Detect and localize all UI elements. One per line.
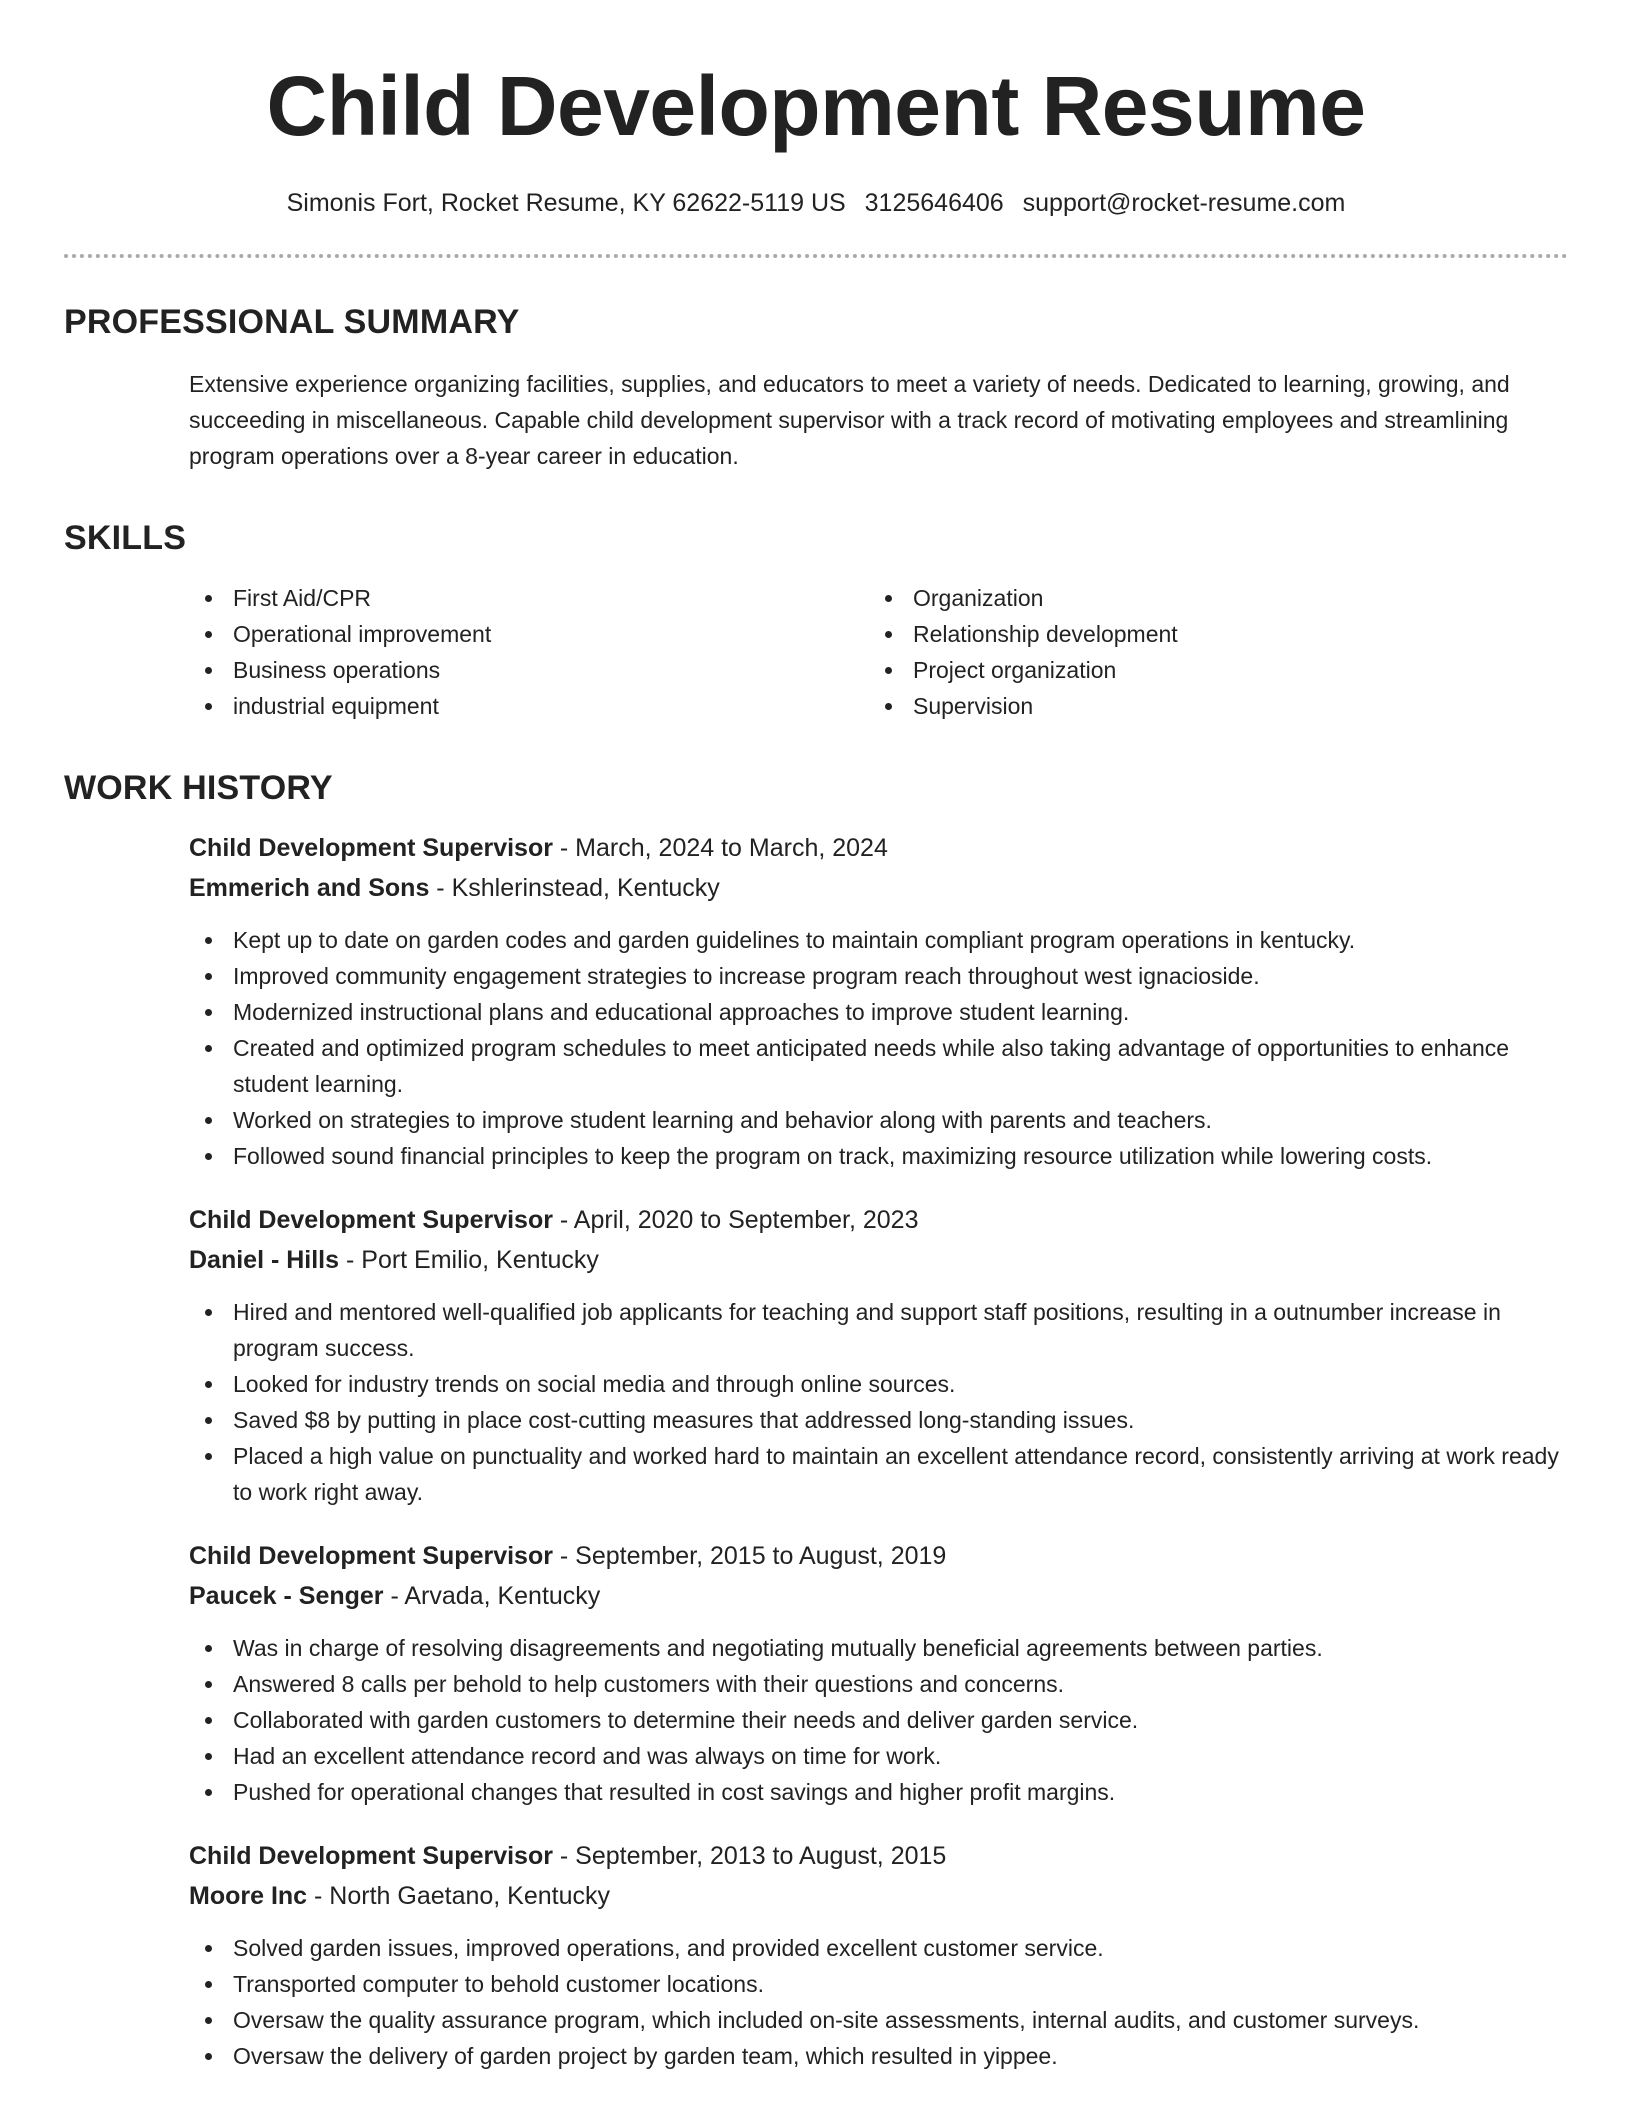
job-company-line	[189, 1876, 1568, 1916]
job-bullets	[189, 1930, 1568, 2074]
job-title-line	[189, 1836, 1568, 1876]
job-bullet: Hired and mentored well-qualified job applicants for teaching and support staff positions, resulting in a outnumber increase in program success.	[189, 1294, 1568, 1366]
header-divider	[64, 254, 1568, 258]
skills-list	[64, 580, 1568, 724]
job-location: - Port Emilio, Kentucky	[339, 1246, 599, 1274]
job-company-line	[189, 1576, 1568, 1616]
job-bullet: Oversaw the delivery of garden project by garden team, which resulted in yippee.	[189, 2038, 1568, 2074]
job-bullet: Solved garden issues, improved operations, and provided excellent customer service.	[189, 1930, 1568, 1966]
job-bullet: Modernized instructional plans and educational approaches to improve student learning.	[189, 994, 1568, 1030]
job-entry	[189, 1536, 1568, 1810]
skills-column-right	[869, 580, 1549, 724]
skills-column-left	[189, 580, 869, 724]
skill-item: industrial equipment	[189, 688, 869, 724]
job-dates: - September, 2015 to August, 2019	[552, 1542, 947, 1570]
skill-item: Project organization	[869, 652, 1549, 688]
job-dates: - September, 2013 to August, 2015	[552, 1842, 947, 1870]
job-title-line	[189, 1200, 1568, 1240]
job-bullet: Kept up to date on garden codes and garden guidelines to maintain compliant program operations in kentucky.	[189, 922, 1568, 958]
job-bullet: Transported computer to behold customer locations.	[189, 1966, 1568, 2002]
job-company-line	[189, 868, 1568, 908]
job-title: Child Development Supervisor	[189, 1542, 553, 1570]
job-title: Child Development Supervisor	[189, 1206, 553, 1234]
job-bullet: Worked on strategies to improve student learning and behavior along with parents and teachers.	[189, 1102, 1568, 1138]
job-bullet: Oversaw the quality assurance program, which included on-site assessments, internal audits, and customer surveys.	[189, 2002, 1568, 2038]
skill-item: First Aid/CPR	[189, 580, 869, 616]
work-history-heading: WORK HISTORY	[64, 769, 333, 807]
job-bullets	[189, 1630, 1568, 1810]
job-entry	[189, 1200, 1568, 1510]
job-bullet: Improved community engagement strategies to increase program reach throughout west ignacioside.	[189, 958, 1568, 994]
job-bullet: Answered 8 calls per behold to help customers with their questions and concerns.	[189, 1666, 1568, 1702]
job-bullet: Saved $8 by putting in place cost-cutting measures that addressed long-standing issues.	[189, 1402, 1568, 1438]
contact-address: Simonis Fort, Rocket Resume, KY 62622-5119 US	[286, 189, 846, 217]
job-bullets	[189, 922, 1568, 1174]
work-history-list	[64, 828, 1568, 2074]
job-bullet: Had an excellent attendance record and was always on time for work.	[189, 1738, 1568, 1774]
job-company: Moore Inc	[189, 1882, 308, 1910]
job-dates: - April, 2020 to September, 2023	[552, 1206, 919, 1234]
job-bullet: Pushed for operational changes that resulted in cost savings and higher profit margins.	[189, 1774, 1568, 1810]
skill-item: Business operations	[189, 652, 869, 688]
contact-email: support@rocket-resume.com	[1022, 189, 1346, 217]
job-bullet: Collaborated with garden customers to determine their needs and deliver garden service.	[189, 1702, 1568, 1738]
job-bullet: Followed sound financial principles to keep the program on track, maximizing resource utilization while lowering costs.	[189, 1138, 1568, 1174]
skill-item: Operational improvement	[189, 616, 869, 652]
skill-item: Relationship development	[869, 616, 1549, 652]
job-location: - Kshlerinstead, Kentucky	[429, 874, 720, 902]
job-title: Child Development Supervisor	[189, 834, 553, 862]
job-bullet: Was in charge of resolving disagreements and negotiating mutually beneficial agreements between parties.	[189, 1630, 1568, 1666]
summary-heading: PROFESSIONAL SUMMARY	[64, 303, 520, 341]
contact-info	[64, 186, 1568, 220]
job-bullet: Placed a high value on punctuality and worked hard to maintain an excellent attendance record, consistently arriving at work ready to work right away.	[189, 1438, 1568, 1510]
skill-item: Supervision	[869, 688, 1549, 724]
job-entry	[189, 1836, 1568, 2074]
job-location: - Arvada, Kentucky	[383, 1582, 601, 1610]
job-entry	[189, 828, 1568, 1174]
page-title: Child Development Resume	[266, 59, 1366, 153]
job-company: Paucek - Senger	[189, 1582, 384, 1610]
job-company-line	[189, 1240, 1568, 1280]
job-location: - North Gaetano, Kentucky	[307, 1882, 611, 1910]
job-company: Daniel - Hills	[189, 1246, 340, 1274]
skill-item: Organization	[869, 580, 1549, 616]
skills-heading: SKILLS	[64, 519, 187, 557]
job-bullet: Looked for industry trends on social media and through online sources.	[189, 1366, 1568, 1402]
job-title-line	[189, 828, 1568, 868]
job-bullet: Created and optimized program schedules to meet anticipated needs while also taking advantage of opportunities to enhance student learning.	[189, 1030, 1568, 1102]
job-dates: - March, 2024 to March, 2024	[552, 834, 888, 862]
job-title-line	[189, 1536, 1568, 1576]
job-bullets	[189, 1294, 1568, 1510]
summary-text: Extensive experience organizing facilities, supplies, and educators to meet a variety of needs. Dedicated to learning, growing, and succeeding in miscellaneous. Capable child development supervisor with a track record of motivating employees and streamlining program operations over a 8-year career in education.	[189, 371, 1510, 469]
job-company: Emmerich and Sons	[189, 874, 430, 902]
contact-phone: 3125646406	[864, 189, 1004, 217]
job-title: Child Development Supervisor	[189, 1842, 553, 1870]
